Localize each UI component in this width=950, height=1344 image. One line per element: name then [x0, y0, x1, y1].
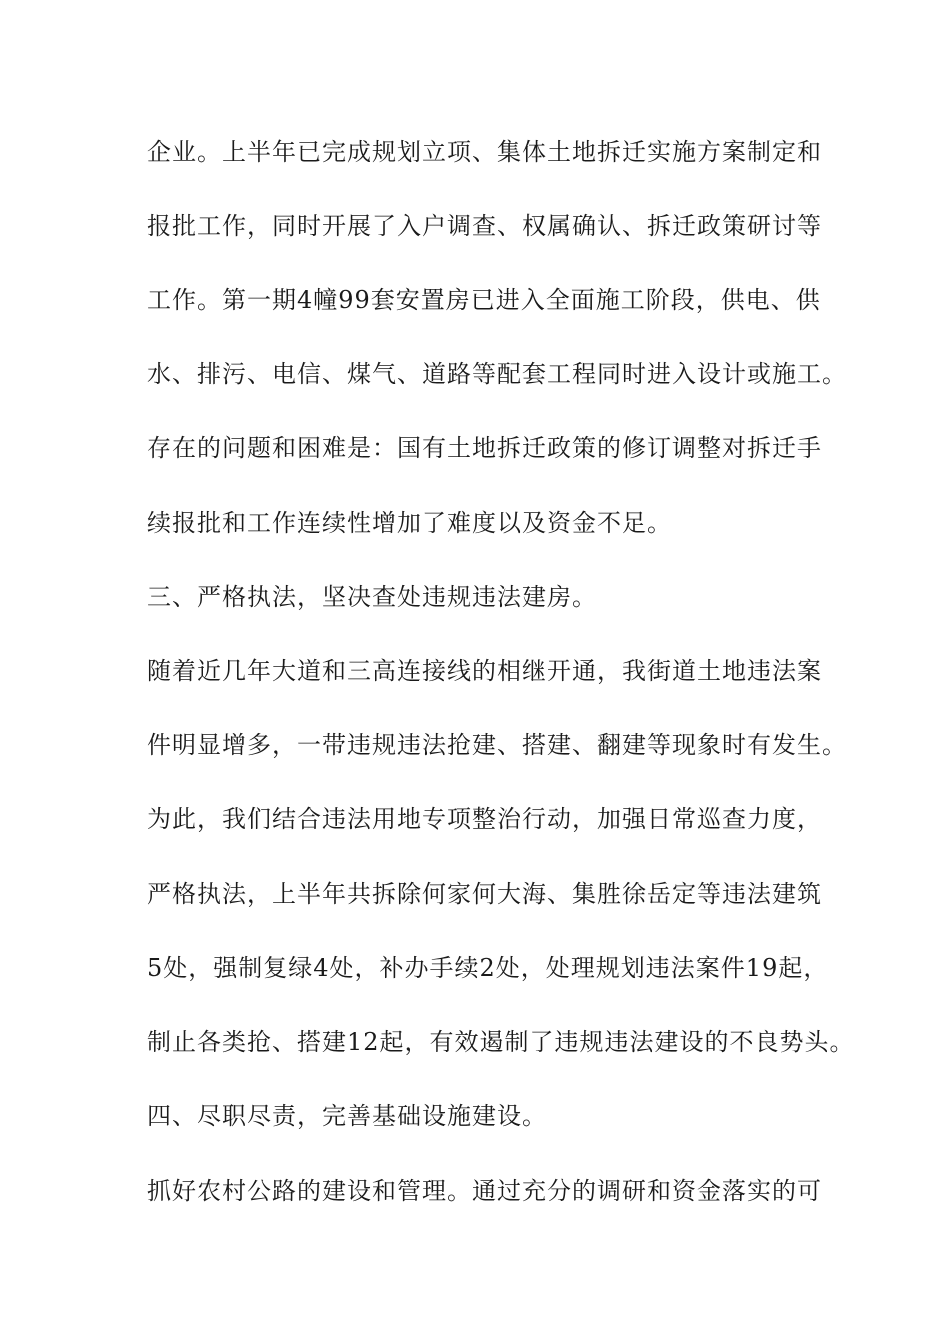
section-heading: 三、严格执法，坚决查处违规违法建房。 — [147, 583, 597, 611]
text-line: 件明显增多，一带违规违法抢建、搭建、翻建等现象时有发生。 — [147, 731, 847, 759]
text-line: 存在的问题和困难是：国有土地拆迁政策的修订调整对拆迁手 — [147, 434, 822, 462]
text-line: 工作。第一期4幢99套安置房已进入全面施工阶段，供电、供 — [147, 286, 821, 314]
text-line: 5处，强制复绿4处，补办手续2处，处理规划违法案件19起， — [147, 954, 829, 982]
text-line: 报批工作，同时开展了入户调查、权属确认、拆迁政策研讨等 — [147, 212, 822, 240]
section-heading: 四、尽职尽责，完善基础设施建设。 — [147, 1102, 547, 1130]
text-line: 严格执法，上半年共拆除何家何大海、集胜徐岳定等违法建筑 — [147, 880, 822, 908]
text-line: 续报批和工作连续性增加了难度以及资金不足。 — [147, 509, 672, 537]
text-line: 水、排污、电信、煤气、道路等配套工程同时进入设计或施工。 — [147, 360, 847, 388]
text-line: 为此，我们结合违法用地专项整治行动，加强日常巡查力度， — [147, 805, 822, 833]
text-line: 企业。上半年已完成规划立项、集体土地拆迁实施方案制定和 — [147, 138, 822, 166]
text-line: 抓好农村公路的建设和管理。通过充分的调研和资金落实的可 — [147, 1177, 822, 1205]
text-line: 随着近几年大道和三高连接线的相继开通，我街道土地违法案 — [147, 657, 822, 685]
text-line: 制止各类抢、搭建12起，有效遏制了违规违法建设的不良势头。 — [147, 1028, 855, 1056]
